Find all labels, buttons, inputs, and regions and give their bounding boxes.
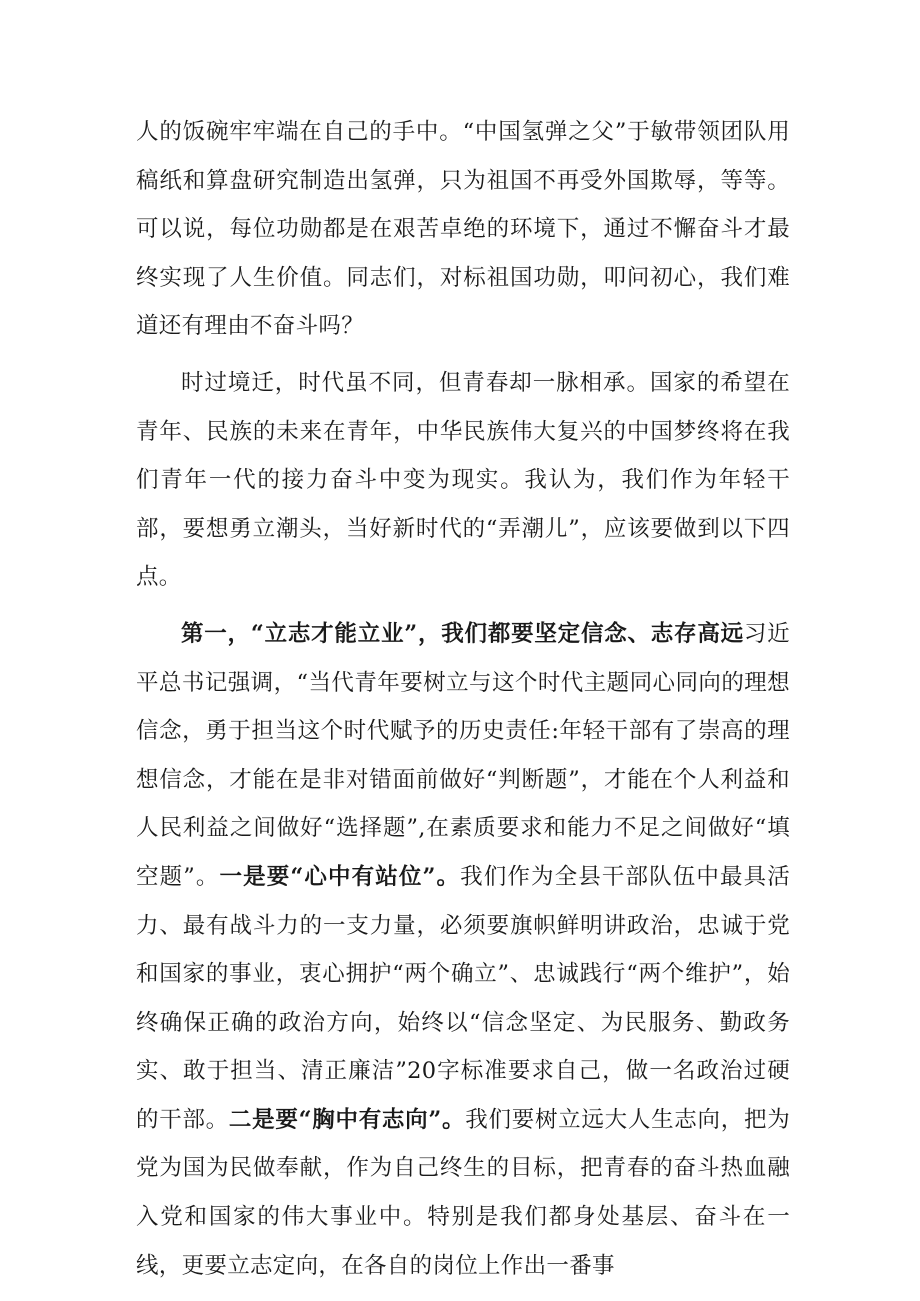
section-heading-first: 第一，“立志才能立业”，我们都要坚定信念、志存高远	[181, 620, 744, 647]
paragraph-2-text: 时过境迁，时代虽不同，但青春却一脉相承。国家的希望在青年、民族的未来在青年，中华民族伟大复兴的中国梦终将在我们青年一代的接力奋斗中变为现实。我认为，我们作为年轻干部，要想勇立潮头，当好新时代的“弄潮儿”，应该要做到以下四点。	[136, 369, 790, 591]
paragraph-3-text-a: 习近平总书记强调，“当代青年要树立与这个时代主题同心同向的理想信念，勇于担当这个时代赋予的历史责任:年轻干部有了崇高的理想信念，才能在是非对错面前做好“判断题”，才能在个人利益和人民利益之间做好“选择题”,在素质要求和能力不足之间做好“填空题”。	[136, 620, 790, 890]
paragraph-3	[136, 610, 790, 1290]
document-page	[136, 108, 790, 1290]
point-heading-one: 一是要“心中有站位”。	[219, 863, 461, 890]
paragraph-1	[136, 108, 790, 351]
paragraph-gap	[136, 602, 790, 610]
paragraph-2	[136, 359, 790, 602]
paragraph-gap	[136, 351, 790, 359]
paragraph-3-text-b: 我们作为全县干部队伍中最具活力、最有战斗力的一支力量，必须要旗帜鲜明讲政治，忠诚于党和国家的事业，衷心拥护“两个确立”、忠诚践行“两个维护”，始终确保正确的政治方向，始终以“信念坚定、为民服务、勤政务实、敢于担当、清正廉洁”20字标准要求自己，做一名政治过硬的干部。	[136, 863, 791, 1133]
paragraph-3-text-c: 我们要树立远大人生志向，把为党为国为民做奉献，作为自己终生的目标，把青春的奋斗热血融入党和国家的伟大事业中。特别是我们都身处基层、奋斗在一线，更要立志定向，在各自的岗位上作出一番事	[136, 1106, 791, 1279]
point-heading-two: 二是要“胸中有志向”。	[228, 1106, 466, 1133]
paragraph-1-text: 人的饭碗牢牢端在自己的手中。“中国氢弹之父”于敏带领团队用稿纸和算盘研究制造出氢弹，只为祖国不再受外国欺辱，等等。可以说，每位功勋都是在艰苦卓绝的环境下，通过不懈奋斗才最终实现了人生价值。同志们，对标祖国功勋，叩问初心，我们难道还有理由不奋斗吗？	[136, 119, 790, 340]
